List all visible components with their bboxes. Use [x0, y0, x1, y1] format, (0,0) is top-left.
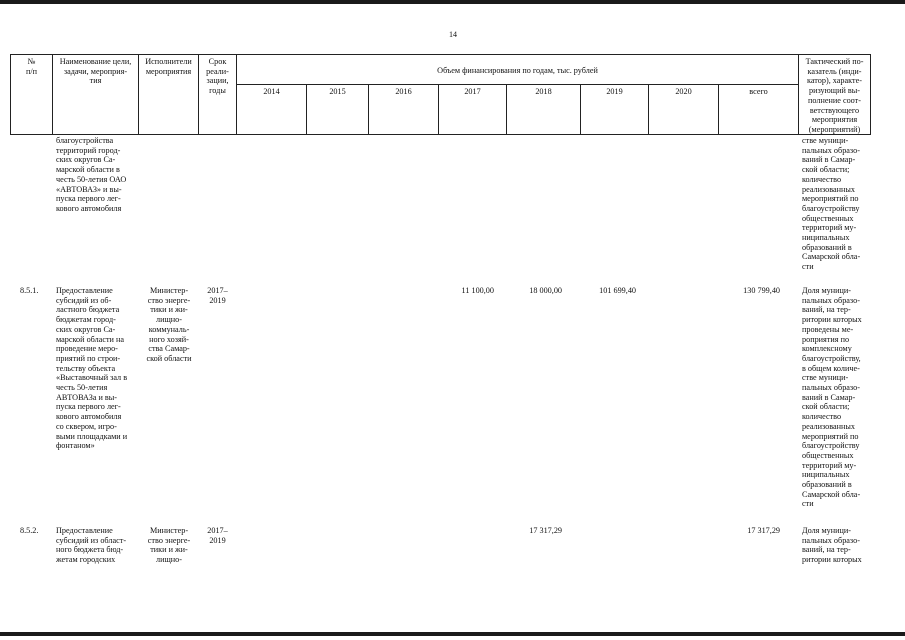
header-executors: Исполнители мероприятия [145, 57, 192, 76]
row1-name: Предоставление субсидий из об- ластного бюджета бюджетам город- ских округов Са- марской области на проведение меро- приятий по строи- тельству объекта «Выставочный зал в честь 50-летия АВТОВАЗа и вы- пуска первого лег- кового автомобиля со сквером, игро- выми площадками и фонтаном» [56, 286, 128, 451]
header-year-2020: 2020 [675, 87, 692, 96]
header-year-2016: 2016 [395, 87, 412, 96]
row1-indicator: Доля муници- пальных образо- ваний, на тер- ритории которых проведены ме- роприятия по комплексному благоустройству, в общем количе- стве муници- пальных образо- ваний в Самар- ской области; количество реализованных мероприятий по благоустройству общественных территорий му- ниципальных образований в Самарской обла- сти [802, 286, 862, 509]
page-number: 14 [449, 30, 457, 39]
header-year-2014: 2014 [263, 87, 280, 96]
row0-name: благоустройства территорий город- ских округов Са- марской области в честь 50-летия ОАО «АВТОВАЗ» и вы- пуска первого лег- кового автомобиля [56, 136, 127, 213]
row1-value-2018: 18 000,00 [529, 286, 562, 295]
header-num: № п/п [25, 57, 38, 76]
row2-term: 2017– 2019 [207, 526, 228, 545]
row1-value-2019: 101 699,40 [599, 286, 636, 295]
row1-value-total: 130 799,40 [743, 286, 780, 295]
row2-value-total: 17 317,29 [747, 526, 780, 535]
header-funding: Объем финансирования по годам, тыс. рублей [437, 66, 598, 75]
header-year-2018: 2018 [535, 87, 552, 96]
row1-num: 8.5.1. [20, 286, 39, 295]
header-year-2019: 2019 [606, 87, 623, 96]
row0-indicator: стве муници- пальных образо- ваний в Самар- ской области; количество реализованных мероприятий по благоустройству общественных территорий му- ниципальных образований в Самарской обла- сти [802, 136, 861, 272]
row1-value-2017: 11 100,00 [461, 286, 494, 295]
header-total: всего [749, 87, 768, 96]
row1-executor: Министер- ство энерге- тики и жи- лищно- коммуналь- ного хозяй- ства Самар- ской области [146, 286, 192, 363]
row2-indicator: Доля муници- пальных образо- ваний, на тер- ритории которых [802, 526, 862, 565]
row1-term: 2017– 2019 [207, 286, 228, 305]
bottom-rule [0, 632, 905, 636]
row2-num: 8.5.2. [20, 526, 39, 535]
top-rule [0, 0, 905, 4]
header-year-2017: 2017 [464, 87, 481, 96]
row2-executor: Министер- ство энерге- тики и жи- лищно- [147, 526, 191, 565]
header-term: Срок реали- зации, годы [206, 57, 229, 96]
header-name: Наименование цели, задачи, мероприя- тия [59, 57, 132, 86]
row2-name: Предоставление субсидий из област- ного бюджета бюд- жетам городских [56, 526, 127, 565]
header-year-2015: 2015 [329, 87, 346, 96]
header-indicator: Тактический по- казатель (инди- катор), характе- ризующий вы- полнение соот- ветствующего мероприятия (мероприятий) [805, 57, 864, 134]
row2-value-2018: 17 317,29 [529, 526, 562, 535]
